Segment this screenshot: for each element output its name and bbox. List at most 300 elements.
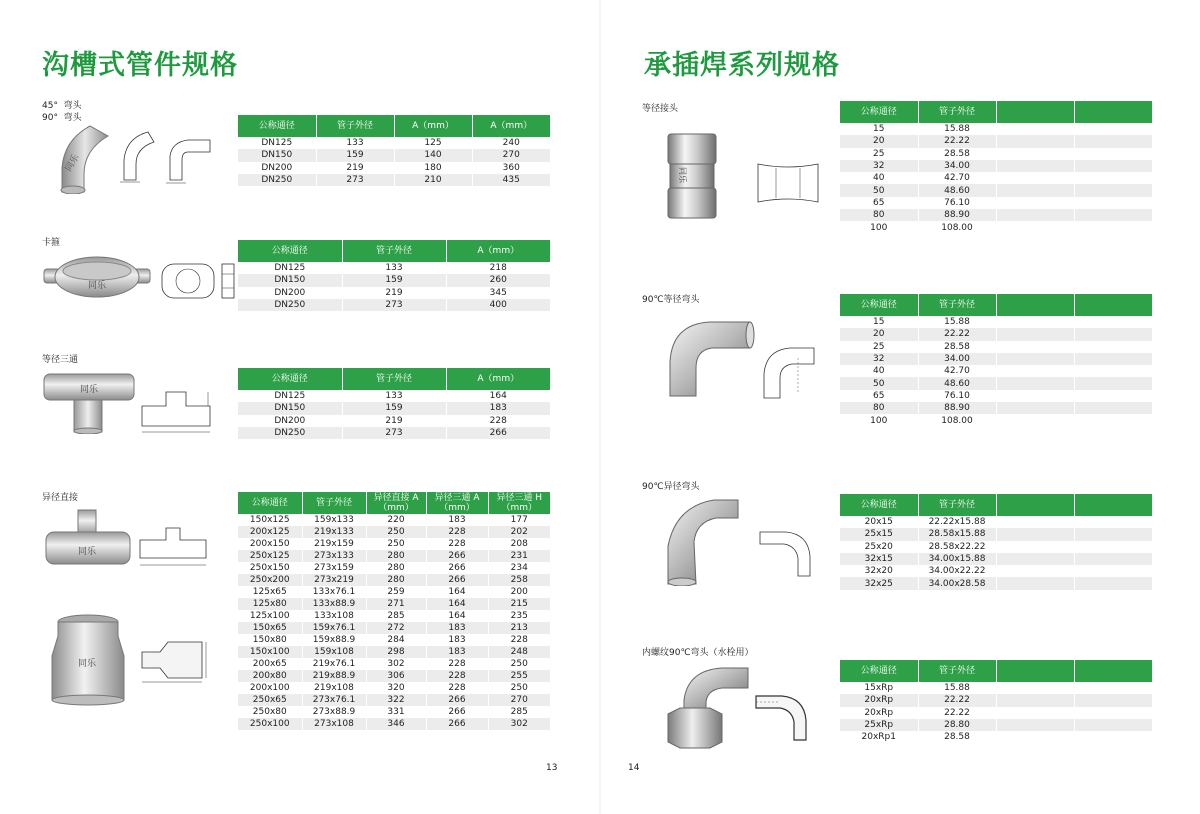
table-header-row: [238, 115, 550, 137]
table-row: [840, 541, 1152, 553]
table-cell: 250: [366, 538, 426, 550]
table-cell: 164: [426, 598, 488, 610]
table-cell: [1074, 316, 1152, 328]
table-cell: 48.60: [918, 184, 996, 196]
table-cell: [1074, 365, 1152, 377]
table-cell: 25x20: [840, 541, 918, 553]
tee-drawing: [138, 386, 214, 438]
equal-elbow-photo: [666, 318, 756, 398]
table-cell: 183: [426, 646, 488, 658]
table-cell: 133x108: [302, 610, 366, 622]
table-cell: 228: [426, 670, 488, 682]
table-cell: [996, 341, 1074, 353]
table-cell: 32: [840, 353, 918, 365]
table-cell: [996, 731, 1074, 743]
table-cell: [1074, 172, 1152, 184]
table-cell: [1074, 123, 1152, 135]
table-cell: [996, 123, 1074, 135]
table-cell: 50: [840, 184, 918, 196]
table-row: [840, 123, 1152, 135]
reducing-tee-photo: [44, 508, 132, 580]
table-row: [840, 707, 1152, 719]
table-cell: 25x15: [840, 528, 918, 540]
table-cell: 273: [342, 427, 446, 439]
table-cell: 306: [366, 670, 426, 682]
column-header: [996, 101, 1074, 123]
table-cell: 250x200: [238, 574, 302, 586]
table-cell: 302: [488, 718, 550, 730]
table-cell: 34.00x22.22: [918, 565, 996, 577]
table-row: [840, 172, 1152, 184]
table-row: [238, 634, 550, 646]
table-cell: [1074, 377, 1152, 389]
table-cell: 331: [366, 706, 426, 718]
table-row: [840, 209, 1152, 221]
table-header-row: [840, 660, 1152, 682]
table-cell: 42.70: [918, 365, 996, 377]
table-cell: [996, 402, 1074, 414]
table-cell: 228: [426, 526, 488, 538]
table-cell: [996, 377, 1074, 389]
coupling-socket-label: 等径接头: [642, 104, 679, 114]
elbow-photo: [50, 122, 116, 194]
table-cell: [996, 707, 1074, 719]
table-cell: 76.10: [918, 197, 996, 209]
table-cell: [1074, 528, 1152, 540]
table-cell: 284: [366, 634, 426, 646]
table-row: [238, 390, 550, 402]
table-cell: 22.22: [918, 694, 996, 706]
page-number: 14: [628, 763, 640, 773]
table-row: [238, 526, 550, 538]
table-row: [238, 574, 550, 586]
table-cell: [996, 553, 1074, 565]
table-cell: 345: [446, 287, 550, 299]
svg-text:同乐: 同乐: [80, 385, 99, 395]
table-cell: 20xRp1: [840, 731, 918, 743]
table-cell: [996, 209, 1074, 221]
table-cell: 320: [366, 682, 426, 694]
reducer-spec-table: [238, 492, 550, 730]
table-cell: 213: [488, 622, 550, 634]
table-cell: [996, 197, 1074, 209]
table-row: [238, 598, 550, 610]
table-cell: 133x76.1: [302, 586, 366, 598]
table-cell: 34.00x28.58: [918, 577, 996, 589]
table-cell: 150x125: [238, 514, 302, 526]
table-cell: [1074, 577, 1152, 589]
table-cell: 177: [488, 514, 550, 526]
table-row: [840, 516, 1152, 528]
table-cell: 280: [366, 550, 426, 562]
table-row: [840, 221, 1152, 233]
table-cell: 28.58x15.88: [918, 528, 996, 540]
column-header: A（mm）: [446, 368, 550, 390]
table-cell: 273: [342, 299, 446, 311]
coupling-photo: [42, 255, 152, 301]
elbow-drawing: [118, 126, 218, 186]
table-cell: 266: [446, 427, 550, 439]
table-cell: 219x88.9: [302, 670, 366, 682]
table-cell: 360: [472, 162, 550, 174]
column-header: 管子外径: [316, 115, 394, 137]
reducer-label: 异径直接: [42, 493, 79, 503]
table-row: [238, 427, 550, 439]
table-row: [840, 316, 1152, 328]
table-cell: 164: [446, 390, 550, 402]
column-header: 异径三通 H（mm）: [488, 492, 550, 514]
table-cell: 125x100: [238, 610, 302, 622]
table-row: [840, 528, 1152, 540]
column-header: 公称通径: [238, 115, 316, 137]
table-cell: 28.58: [918, 341, 996, 353]
table-cell: [996, 565, 1074, 577]
table-cell: 250: [366, 526, 426, 538]
table-cell: 133: [342, 390, 446, 402]
table-row: [238, 646, 550, 658]
table-row: [840, 390, 1152, 402]
table-cell: 273: [316, 174, 394, 186]
svg-text:同乐: 同乐: [78, 659, 97, 669]
table-cell: [1074, 541, 1152, 553]
table-cell: 15.88: [918, 123, 996, 135]
table-row: [238, 299, 550, 311]
table-row: [840, 377, 1152, 389]
column-header: [996, 494, 1074, 516]
table-cell: 20: [840, 328, 918, 340]
table-cell: 248: [488, 646, 550, 658]
table-cell: [1074, 328, 1152, 340]
table-row: [840, 719, 1152, 731]
table-cell: [1074, 553, 1152, 565]
table-cell: 32x25: [840, 577, 918, 589]
column-header: [1074, 101, 1152, 123]
column-header: 管子外径: [918, 660, 996, 682]
table-cell: [1074, 148, 1152, 160]
table-row: [840, 565, 1152, 577]
reducer-photo: [48, 612, 128, 706]
table-cell: [1074, 197, 1152, 209]
table-cell: 235: [488, 610, 550, 622]
table-cell: 100: [840, 221, 918, 233]
table-cell: 80: [840, 209, 918, 221]
table-cell: DN250: [238, 427, 342, 439]
column-header: 异径三通 A（mm）: [426, 492, 488, 514]
table-cell: [1074, 707, 1152, 719]
table-cell: 400: [446, 299, 550, 311]
socket-coupling-spec-table: [840, 101, 1152, 234]
table-cell: 346: [366, 718, 426, 730]
table-cell: 20: [840, 135, 918, 147]
table-row: [840, 328, 1152, 340]
table-cell: 133x88.9: [302, 598, 366, 610]
table-cell: 273x88.9: [302, 706, 366, 718]
table-cell: 125x65: [238, 586, 302, 598]
table-cell: [1074, 135, 1152, 147]
column-header: 公称通径: [840, 660, 918, 682]
female-thread-elbow-spec-table: [840, 660, 1152, 743]
table-cell: 270: [472, 149, 550, 161]
table-row: [840, 135, 1152, 147]
table-cell: 88.90: [918, 402, 996, 414]
table-row: [840, 341, 1152, 353]
table-cell: [996, 221, 1074, 233]
table-cell: 280: [366, 574, 426, 586]
table-row: [840, 148, 1152, 160]
table-cell: DN125: [238, 262, 342, 274]
equal-elbow-drawing: [758, 344, 818, 400]
table-cell: [996, 184, 1074, 196]
table-row: [238, 550, 550, 562]
table-cell: 108.00: [918, 221, 996, 233]
table-cell: [1074, 390, 1152, 402]
table-row: [840, 682, 1152, 694]
table-cell: 266: [426, 550, 488, 562]
table-cell: 159: [316, 149, 394, 161]
table-cell: 20x15: [840, 516, 918, 528]
table-cell: 164: [426, 610, 488, 622]
coupling-spec-table: [238, 240, 550, 311]
reducing-elbow-photo: [666, 496, 742, 586]
table-cell: 15: [840, 316, 918, 328]
table-cell: 25: [840, 148, 918, 160]
table-row: [840, 353, 1152, 365]
table-cell: DN125: [238, 137, 316, 149]
table-cell: 250: [488, 682, 550, 694]
table-row: [238, 610, 550, 622]
table-cell: 28.58: [918, 731, 996, 743]
table-cell: 100: [840, 414, 918, 426]
column-header: A（mm）: [394, 115, 472, 137]
table-cell: 266: [426, 718, 488, 730]
table-cell: 219x159: [302, 538, 366, 550]
table-row: [238, 658, 550, 670]
table-cell: 159x108: [302, 646, 366, 658]
table-row: [238, 622, 550, 634]
table-cell: [996, 172, 1074, 184]
table-cell: 200x100: [238, 682, 302, 694]
table-cell: 219x76.1: [302, 658, 366, 670]
column-header: 公称通径: [840, 294, 918, 316]
table-cell: 228: [488, 634, 550, 646]
table-cell: DN200: [238, 162, 316, 174]
tee-photo: [42, 368, 136, 434]
table-cell: 76.10: [918, 390, 996, 402]
table-cell: 32x15: [840, 553, 918, 565]
table-cell: 80: [840, 402, 918, 414]
table-cell: 159x88.9: [302, 634, 366, 646]
page-number: 13: [546, 763, 558, 773]
table-cell: [1074, 184, 1152, 196]
table-cell: 228: [426, 538, 488, 550]
table-cell: [1074, 414, 1152, 426]
table-cell: 219x108: [302, 682, 366, 694]
table-cell: 228: [426, 682, 488, 694]
column-header: [1074, 294, 1152, 316]
table-cell: [996, 577, 1074, 589]
tee-spec-table: [238, 368, 550, 439]
table-cell: 42.70: [918, 172, 996, 184]
table-cell: 32: [840, 160, 918, 172]
table-cell: 48.60: [918, 377, 996, 389]
table-cell: 65: [840, 390, 918, 402]
table-cell: 183: [426, 622, 488, 634]
socket-coupling-drawing: [756, 160, 820, 206]
table-cell: 34.00: [918, 160, 996, 172]
table-cell: [1074, 731, 1152, 743]
female-thread-elbow-drawing: [752, 692, 812, 742]
table-row: [840, 553, 1152, 565]
table-cell: 273x159: [302, 562, 366, 574]
table-header-row: [840, 101, 1152, 123]
table-cell: 435: [472, 174, 550, 186]
table-row: [840, 197, 1152, 209]
table-cell: [1074, 682, 1152, 694]
table-cell: 250x100: [238, 718, 302, 730]
elbow-label: 45° 弯头 90° 弯头: [42, 101, 82, 123]
table-row: [238, 402, 550, 414]
table-cell: 219: [342, 287, 446, 299]
right-page: [600, 0, 1200, 814]
table-cell: DN150: [238, 149, 316, 161]
table-row: [840, 160, 1152, 172]
table-cell: 266: [426, 562, 488, 574]
column-header: 管子外径: [342, 240, 446, 262]
column-header: 公称通径: [238, 368, 342, 390]
table-cell: 218: [446, 262, 550, 274]
table-row: [238, 586, 550, 598]
table-cell: 219: [342, 415, 446, 427]
table-cell: 202: [488, 526, 550, 538]
table-cell: [996, 414, 1074, 426]
table-cell: 25xRp: [840, 719, 918, 731]
column-header: [1074, 660, 1152, 682]
reducing-elbow-drawing: [756, 528, 816, 578]
table-cell: [996, 516, 1074, 528]
column-header: 异径直接 A（mm）: [366, 492, 426, 514]
table-cell: 260: [446, 274, 550, 286]
table-cell: [996, 353, 1074, 365]
column-header: [996, 660, 1074, 682]
table-cell: [996, 316, 1074, 328]
table-cell: 200x80: [238, 670, 302, 682]
hidden-anchor: [752, 690, 753, 691]
table-cell: 258: [488, 574, 550, 586]
table-header-row: [238, 240, 550, 262]
table-cell: 231: [488, 550, 550, 562]
table-row: [238, 274, 550, 286]
table-cell: 273x108: [302, 718, 366, 730]
table-cell: 20xRp: [840, 694, 918, 706]
column-header: [996, 294, 1074, 316]
table-cell: 150x65: [238, 622, 302, 634]
table-cell: 219: [316, 162, 394, 174]
reducing-elbow-label: 90℃异径弯头: [642, 482, 700, 492]
column-header: 管子外径: [302, 492, 366, 514]
column-header: 公称通径: [238, 240, 342, 262]
table-cell: 200: [488, 586, 550, 598]
table-cell: 272: [366, 622, 426, 634]
table-cell: 32x20: [840, 565, 918, 577]
table-header-row: [238, 492, 550, 514]
table-cell: [1074, 402, 1152, 414]
table-cell: [1074, 565, 1152, 577]
table-header-row: [840, 494, 1152, 516]
table-cell: 250x65: [238, 694, 302, 706]
table-cell: 259: [366, 586, 426, 598]
table-row: [238, 174, 550, 186]
table-cell: 200x150: [238, 538, 302, 550]
table-cell: [996, 328, 1074, 340]
table-cell: 240: [472, 137, 550, 149]
table-cell: [996, 135, 1074, 147]
table-cell: 40: [840, 365, 918, 377]
table-cell: 271: [366, 598, 426, 610]
table-cell: 28.58: [918, 148, 996, 160]
table-cell: 266: [426, 706, 488, 718]
table-row: [840, 402, 1152, 414]
table-row: [238, 162, 550, 174]
table-cell: DN200: [238, 287, 342, 299]
column-header: [1074, 494, 1152, 516]
table-cell: 250x150: [238, 562, 302, 574]
equal-elbow-spec-table: [840, 294, 1152, 427]
table-cell: [996, 390, 1074, 402]
table-cell: 270: [488, 694, 550, 706]
table-cell: [1074, 719, 1152, 731]
tee-label: 等径三通: [42, 355, 79, 365]
table-cell: [1074, 516, 1152, 528]
reducing-elbow-spec-table: [840, 494, 1152, 590]
table-cell: 228: [426, 658, 488, 670]
column-header: A（mm）: [446, 240, 550, 262]
table-cell: 273x76.1: [302, 694, 366, 706]
table-row: [238, 670, 550, 682]
table-cell: 50: [840, 377, 918, 389]
table-cell: 220: [366, 514, 426, 526]
table-header-row: [840, 294, 1152, 316]
table-cell: 250x80: [238, 706, 302, 718]
table-cell: 88.90: [918, 209, 996, 221]
column-header: A（mm）: [472, 115, 550, 137]
table-cell: [996, 694, 1074, 706]
table-cell: 34.00: [918, 353, 996, 365]
table-cell: 22.22: [918, 707, 996, 719]
table-row: [840, 414, 1152, 426]
reducing-tee-drawing: [136, 520, 212, 572]
table-cell: [996, 541, 1074, 553]
table-cell: 150x80: [238, 634, 302, 646]
table-cell: [996, 719, 1074, 731]
table-row: [238, 149, 550, 161]
equal-elbow-label: 90℃等径弯头: [642, 295, 700, 305]
table-header-row: [238, 368, 550, 390]
table-cell: 40: [840, 172, 918, 184]
table-cell: 298: [366, 646, 426, 658]
column-header: 公称通径: [840, 494, 918, 516]
table-cell: [996, 682, 1074, 694]
table-row: [238, 415, 550, 427]
table-cell: 28.58x22.22: [918, 541, 996, 553]
table-row: [238, 514, 550, 526]
right-page-title: 承插焊系列规格: [644, 50, 840, 81]
table-cell: 273x133: [302, 550, 366, 562]
coupling-drawing: [158, 258, 238, 304]
table-cell: 22.22: [918, 135, 996, 147]
table-row: [238, 137, 550, 149]
table-row: [840, 731, 1152, 743]
left-page-title: 沟槽式管件规格: [42, 50, 238, 81]
